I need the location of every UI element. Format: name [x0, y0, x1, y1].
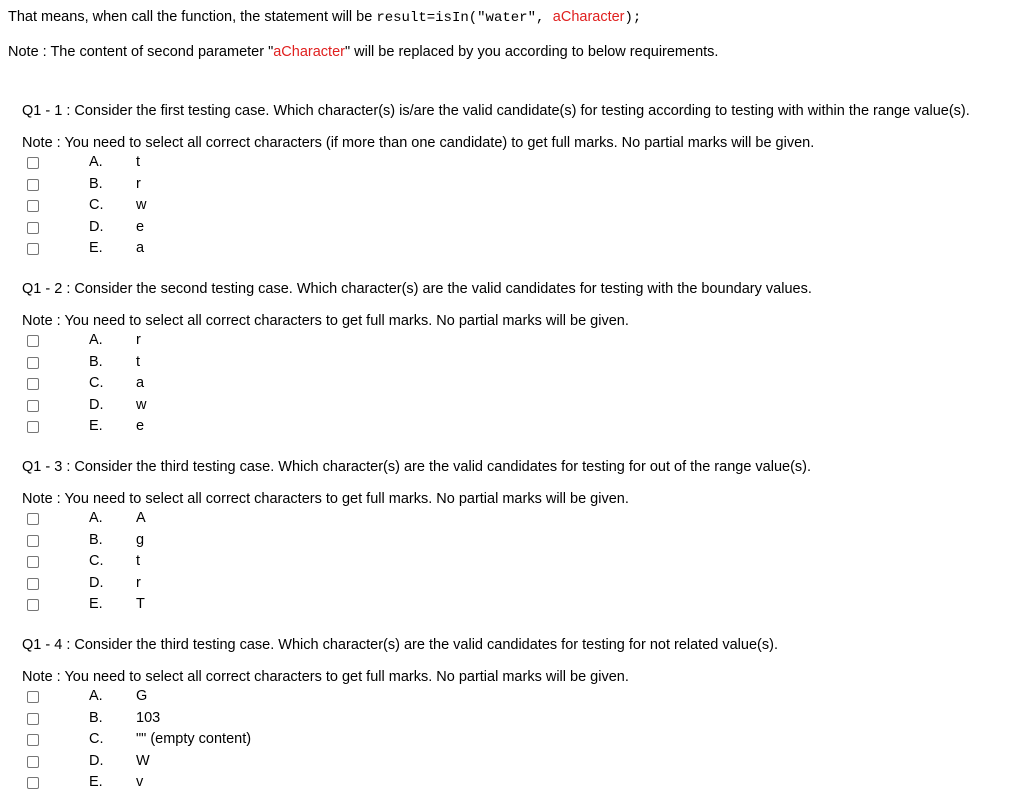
- option-d[interactable]: [22, 219, 1022, 241]
- question-2: [22, 279, 1022, 440]
- option-letter: E.: [89, 418, 103, 434]
- option-e[interactable]: [22, 596, 1022, 618]
- option-d[interactable]: [22, 397, 1022, 419]
- checkbox[interactable]: [27, 713, 39, 725]
- question-note: Note : You need to select all correct characters to get full marks. No partial marks will be given.: [22, 669, 629, 685]
- option-b[interactable]: [22, 710, 1022, 732]
- option-c[interactable]: [22, 375, 1022, 397]
- option-letter: D.: [89, 574, 104, 591]
- option-value: w: [136, 197, 147, 213]
- option-b[interactable]: [22, 176, 1022, 198]
- option-value: T: [136, 596, 145, 612]
- checkbox[interactable]: [27, 578, 39, 590]
- option-letter: B.: [89, 353, 103, 370]
- option-a[interactable]: [22, 332, 1022, 354]
- option-value: e: [136, 418, 145, 434]
- code-start: result=isIn("water",: [376, 10, 553, 26]
- note-param: aCharacter: [273, 44, 345, 60]
- question-3: [22, 457, 1022, 618]
- option-value: "" (empty content): [136, 731, 252, 747]
- option-value: 103: [136, 709, 161, 726]
- option-value: v: [136, 774, 144, 790]
- option-letter: A.: [89, 688, 103, 704]
- param-name: aCharacter: [552, 9, 625, 25]
- option-value: a: [136, 375, 145, 391]
- option-letter: B.: [89, 175, 103, 192]
- option-letter: B.: [89, 531, 103, 548]
- checkbox[interactable]: [27, 378, 39, 390]
- option-value: W: [136, 752, 150, 769]
- option-e[interactable]: [22, 774, 1022, 796]
- checkbox[interactable]: [27, 556, 39, 568]
- option-value: e: [136, 218, 145, 235]
- checkbox[interactable]: [27, 691, 39, 703]
- option-list: [22, 154, 1022, 262]
- intro-block: [8, 7, 1008, 62]
- checkbox[interactable]: [27, 777, 39, 789]
- option-letter: C.: [89, 731, 104, 747]
- option-value: r: [136, 574, 141, 591]
- option-e[interactable]: [22, 418, 1022, 440]
- option-letter: C.: [89, 375, 104, 391]
- note-suffix: " will be replaced by you according to below requirements.: [344, 44, 719, 60]
- option-letter: E.: [89, 240, 103, 256]
- checkbox[interactable]: [27, 222, 39, 234]
- option-b[interactable]: [22, 532, 1022, 554]
- question-prompt: Q1 - 4 : Consider the third testing case. Which character(s) are the valid candidates for testing for not related value(s).: [22, 637, 778, 653]
- question-prompt: Q1 - 2 : Consider the second testing case. Which character(s) are the valid candidates for testing with the boundary values.: [22, 281, 812, 297]
- function-call-statement: [8, 7, 1008, 27]
- question-note: Note : You need to select all correct characters (if more than one candidate) to get full marks. No partial marks will be given.: [22, 135, 815, 151]
- option-letter: C.: [89, 197, 104, 213]
- option-list: [22, 688, 1022, 796]
- question-note: Note : You need to select all correct characters to get full marks. No partial marks will be given.: [22, 491, 629, 507]
- checkbox[interactable]: [27, 421, 39, 433]
- checkbox[interactable]: [27, 599, 39, 611]
- option-e[interactable]: [22, 240, 1022, 262]
- checkbox[interactable]: [27, 734, 39, 746]
- question-prompt: Q1 - 1 : Consider the first testing case. Which character(s) is/are the valid candidate(s) for testing according to testing with within the range value(s).: [22, 103, 970, 119]
- statement-prefix: That means, when call the function, the statement will be: [8, 9, 377, 25]
- checkbox[interactable]: [27, 179, 39, 191]
- checkbox[interactable]: [27, 200, 39, 212]
- option-letter: E.: [89, 774, 103, 790]
- checkbox[interactable]: [27, 756, 39, 768]
- question-prompt: Q1 - 3 : Consider the third testing case. Which character(s) are the valid candidates for testing for out of the range value(s).: [22, 459, 812, 475]
- option-c[interactable]: [22, 553, 1022, 575]
- option-a[interactable]: [22, 688, 1022, 710]
- question-4: [22, 635, 1022, 796]
- option-b[interactable]: [22, 354, 1022, 376]
- option-letter: A.: [89, 510, 103, 526]
- option-value: t: [136, 154, 141, 170]
- checkbox[interactable]: [27, 513, 39, 525]
- option-value: a: [136, 240, 145, 256]
- option-c[interactable]: [22, 731, 1022, 753]
- option-letter: B.: [89, 709, 103, 726]
- checkbox[interactable]: [27, 157, 39, 169]
- option-c[interactable]: [22, 197, 1022, 219]
- checkbox[interactable]: [27, 335, 39, 347]
- option-value: g: [136, 531, 145, 548]
- checkbox[interactable]: [27, 400, 39, 412]
- option-value: r: [136, 332, 141, 348]
- option-value: A: [136, 510, 146, 526]
- option-a[interactable]: [22, 154, 1022, 176]
- checkbox[interactable]: [27, 357, 39, 369]
- option-d[interactable]: [22, 575, 1022, 597]
- option-d[interactable]: [22, 753, 1022, 775]
- note-prefix: Note : The content of second parameter ": [8, 44, 274, 60]
- option-letter: D.: [89, 752, 104, 769]
- code-end: );: [624, 10, 642, 26]
- option-value: r: [136, 175, 141, 192]
- option-list: [22, 510, 1022, 618]
- question-1: [22, 101, 1022, 262]
- option-letter: D.: [89, 218, 104, 235]
- option-value: t: [136, 553, 141, 569]
- option-letter: A.: [89, 154, 103, 170]
- option-letter: C.: [89, 553, 104, 569]
- option-list: [22, 332, 1022, 440]
- option-letter: D.: [89, 396, 104, 413]
- checkbox[interactable]: [27, 535, 39, 547]
- parameter-note: [8, 43, 768, 62]
- option-letter: E.: [89, 596, 103, 612]
- option-value: w: [136, 396, 147, 413]
- option-letter: A.: [89, 332, 103, 348]
- option-a[interactable]: [22, 510, 1022, 532]
- checkbox[interactable]: [27, 243, 39, 255]
- question-note: Note : You need to select all correct characters to get full marks. No partial marks will be given.: [22, 313, 629, 329]
- option-value: t: [136, 353, 141, 370]
- option-value: G: [136, 688, 148, 704]
